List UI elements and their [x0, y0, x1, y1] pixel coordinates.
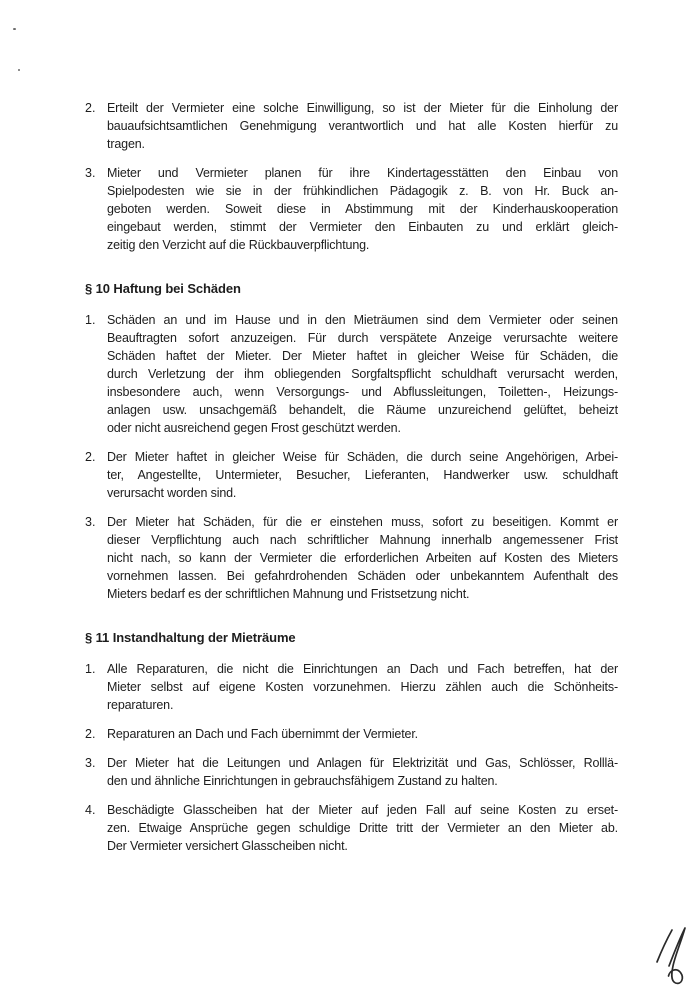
list-item-text — [107, 725, 618, 743]
scan-speck — [18, 69, 20, 71]
text-line: Mieter und Vermieter planen für ihre Kindertagesstätten den Einbau von — [107, 166, 618, 180]
list-item-text — [107, 164, 618, 254]
list-item-text — [107, 513, 618, 603]
text-line: tragen. — [107, 137, 145, 151]
text-line: Schäden haftet der Mieter. Der Mieter haftet in gleicher Weise für Schäden, die — [107, 349, 618, 363]
list-item-text — [107, 660, 618, 714]
text-line: Der Vermieter versichert Glasscheiben nicht. — [107, 839, 348, 853]
list-item — [85, 754, 618, 790]
text-line: insbesondere auch, wenn Versorgungs- und Abflussleitungen, Toiletten-, Heizungs- — [107, 385, 618, 399]
text-line: Reparaturen an Dach und Fach übernimmt der Vermieter. — [107, 727, 418, 741]
text-line: zeitig den Verzicht auf die Rückbauverpflichtung. — [107, 238, 370, 252]
text-line: reparaturen. — [107, 698, 174, 712]
text-line: den und ähnliche Einrichtungen in gebrauchsfähigem Zustand zu halten. — [107, 774, 498, 788]
list-item-number: 2. — [85, 450, 96, 464]
list-item-number: 3. — [85, 756, 96, 770]
text-line: verursacht worden sind. — [107, 486, 237, 500]
text-line: bauaufsichtsamtlichen Genehmigung verantwortlich und hat alle Kosten hierfür zu — [107, 119, 618, 133]
list-item-number: 3. — [85, 166, 96, 180]
text-line: Mieter selbst auf eigene Kosten vorzunehmen. Hierzu zählen auch die Schönheits- — [107, 680, 618, 694]
text-line: geboten werden. Soweit diese in Abstimmung mit der Kinderhauskooperation — [107, 202, 618, 216]
scan-speck — [13, 28, 16, 30]
list-item — [85, 311, 618, 437]
text-line: Der Mieter haftet in gleicher Weise für Schäden, die durch seine Angehörigen, Arbei- — [107, 450, 618, 464]
list-item-number: 1. — [85, 313, 96, 327]
text-line: Beschädigte Glasscheiben hat der Mieter auf jeden Fall auf seine Kosten zu erset- — [107, 803, 618, 817]
list-item — [85, 99, 618, 153]
text-line: Beauftragten sofort anzuzeigen. Für durch verspätete Anzeige verursachte weitere — [107, 331, 618, 345]
text-line: eingebaut werden, stimmt der Vermieter den Einbauten zu und erklärt gleich- — [107, 220, 618, 234]
text-line: nicht nach, so kann der Vermieter die erforderlichen Arbeiten auf Kosten des Mieters — [107, 551, 618, 565]
list-item — [85, 725, 618, 743]
list-item-number: 2. — [85, 101, 96, 115]
list-item — [85, 448, 618, 502]
list-item-text — [107, 448, 618, 502]
text-line: anlagen usw. unsachgemäß behandelt, die Räume unzureichend gelüftet, beheizt — [107, 403, 618, 417]
list-item-number: 1. — [85, 662, 96, 676]
text-line: Spielpodesten wie sie in der frühkindlichen Pädagogik z. B. von Hr. Buck an- — [107, 184, 618, 198]
list-item-number: 4. — [85, 803, 96, 817]
section-11-heading: § 11 Instandhaltung der Mieträume — [85, 630, 296, 645]
contract-text — [85, 99, 618, 866]
text-line: Schäden an und im Hause und in den Mieträumen sind dem Vermieter oder seinen — [107, 313, 618, 327]
text-line: Erteilt der Vermieter eine solche Einwilligung, so ist der Mieter für die Einholung der — [107, 101, 618, 115]
text-line: oder nicht ausreichend gegen Frost geschützt werden. — [107, 421, 401, 435]
text-line: zen. Etwaige Ansprüche gegen schuldige Dritte tritt der Vermieter an den Mieter ab. — [107, 821, 618, 835]
text-line: Der Mieter hat Schäden, für die er einstehen muss, sofort zu beseitigen. Kommt er — [107, 515, 618, 529]
list-item-text — [107, 754, 618, 790]
list-item-number: 2. — [85, 727, 96, 741]
text-line: durch Verletzung der ihm obliegenden Sorgfaltspflicht schuldhaft verursacht werden, — [107, 367, 618, 381]
list-item — [85, 513, 618, 603]
text-line: Mieters bedarf es der schriftlichen Mahnung und Fristsetzung nicht. — [107, 587, 470, 601]
text-line: ter, Angestellte, Untermieter, Besucher, Lieferanten, Handwerker usw. schuldhaft — [107, 468, 618, 482]
list-item — [85, 660, 618, 714]
list-item-text — [107, 801, 618, 855]
list-item-number: 3. — [85, 515, 96, 529]
section-10-heading: § 10 Haftung bei Schäden — [85, 281, 241, 296]
list-item-text — [107, 311, 618, 437]
text-line: Alle Reparaturen, die nicht die Einrichtungen an Dach und Fach betreffen, hat der — [107, 662, 618, 676]
list-item — [85, 164, 618, 254]
text-line: dieser Verpflichtung auch nach schriftlicher Mahnung innerhalb angemessener Frist — [107, 533, 618, 547]
text-line: Der Mieter hat die Leitungen und Anlagen für Elektrizität und Gas, Schlösser, Rolllä- — [107, 756, 618, 770]
text-line: vornehmen lassen. Bei gefahrdrohenden Schäden oder unbekanntem Aufenthalt des — [107, 569, 618, 583]
list-item-text — [107, 99, 618, 153]
list-item — [85, 801, 618, 855]
handwritten-initials-icon — [645, 922, 695, 986]
